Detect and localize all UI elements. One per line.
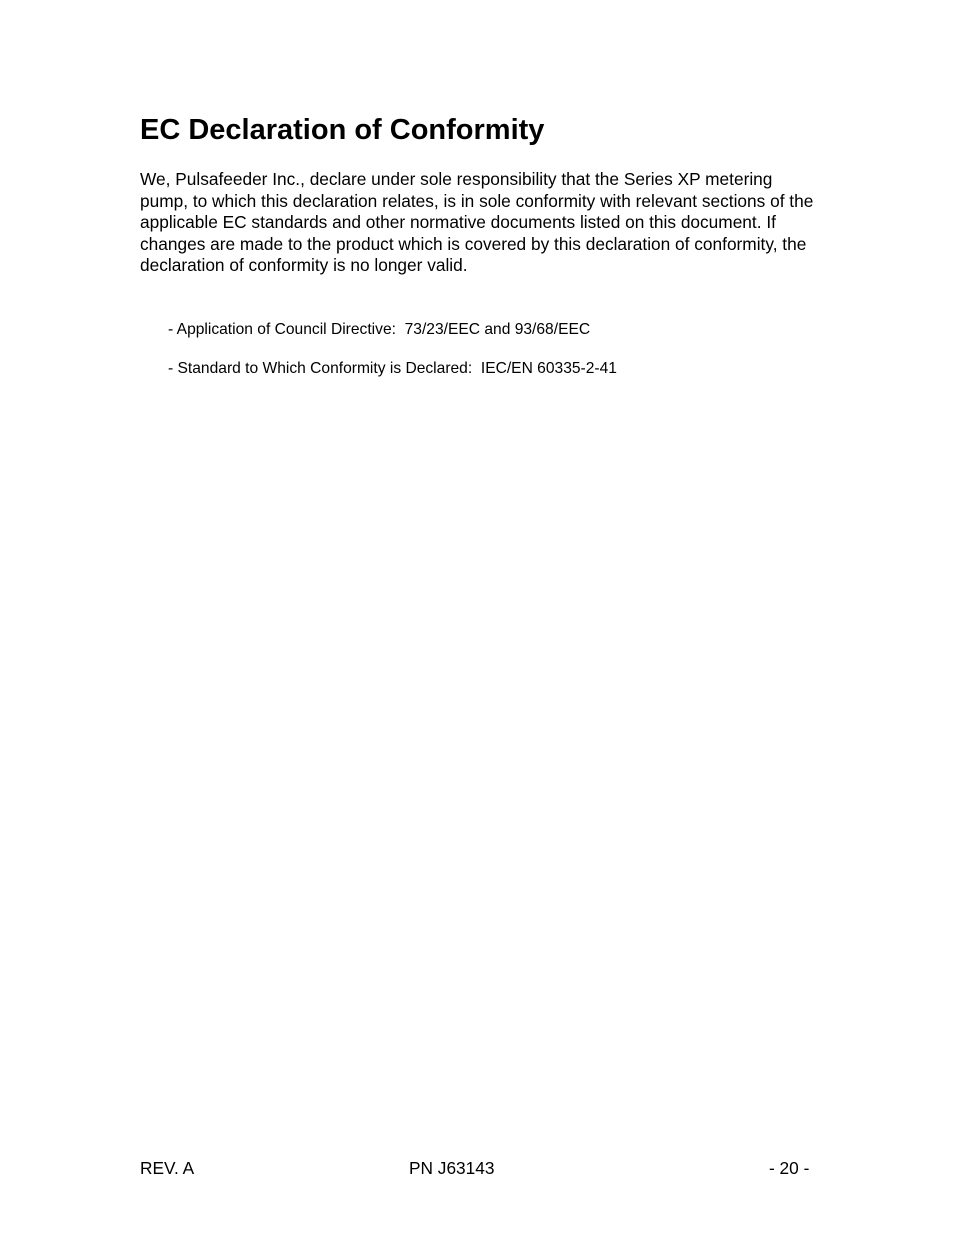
council-directive-item: - Application of Council Directive: 73/23/EEC and 93/68/EEC <box>168 321 591 338</box>
footer-page-number: - 20 - <box>769 1158 810 1178</box>
conformity-standard-item: - Standard to Which Conformity is Declared: IEC/EN 60335-2-41 <box>168 360 617 377</box>
page-title: EC Declaration of Conformity <box>140 114 545 146</box>
declaration-paragraph: We, Pulsafeeder Inc., declare under sole responsibility that the Series XP metering pump, to which this declaration relates, is in sole conformity with relevant sections of the applicable EC standards and other normative documents listed on this document. If changes are made to the product which is covered by this declaration of conformity, the declaration of conformity is no longer valid. <box>140 169 814 276</box>
footer-revision: REV. A <box>140 1158 195 1178</box>
footer-part-number: PN J63143 <box>409 1158 495 1178</box>
